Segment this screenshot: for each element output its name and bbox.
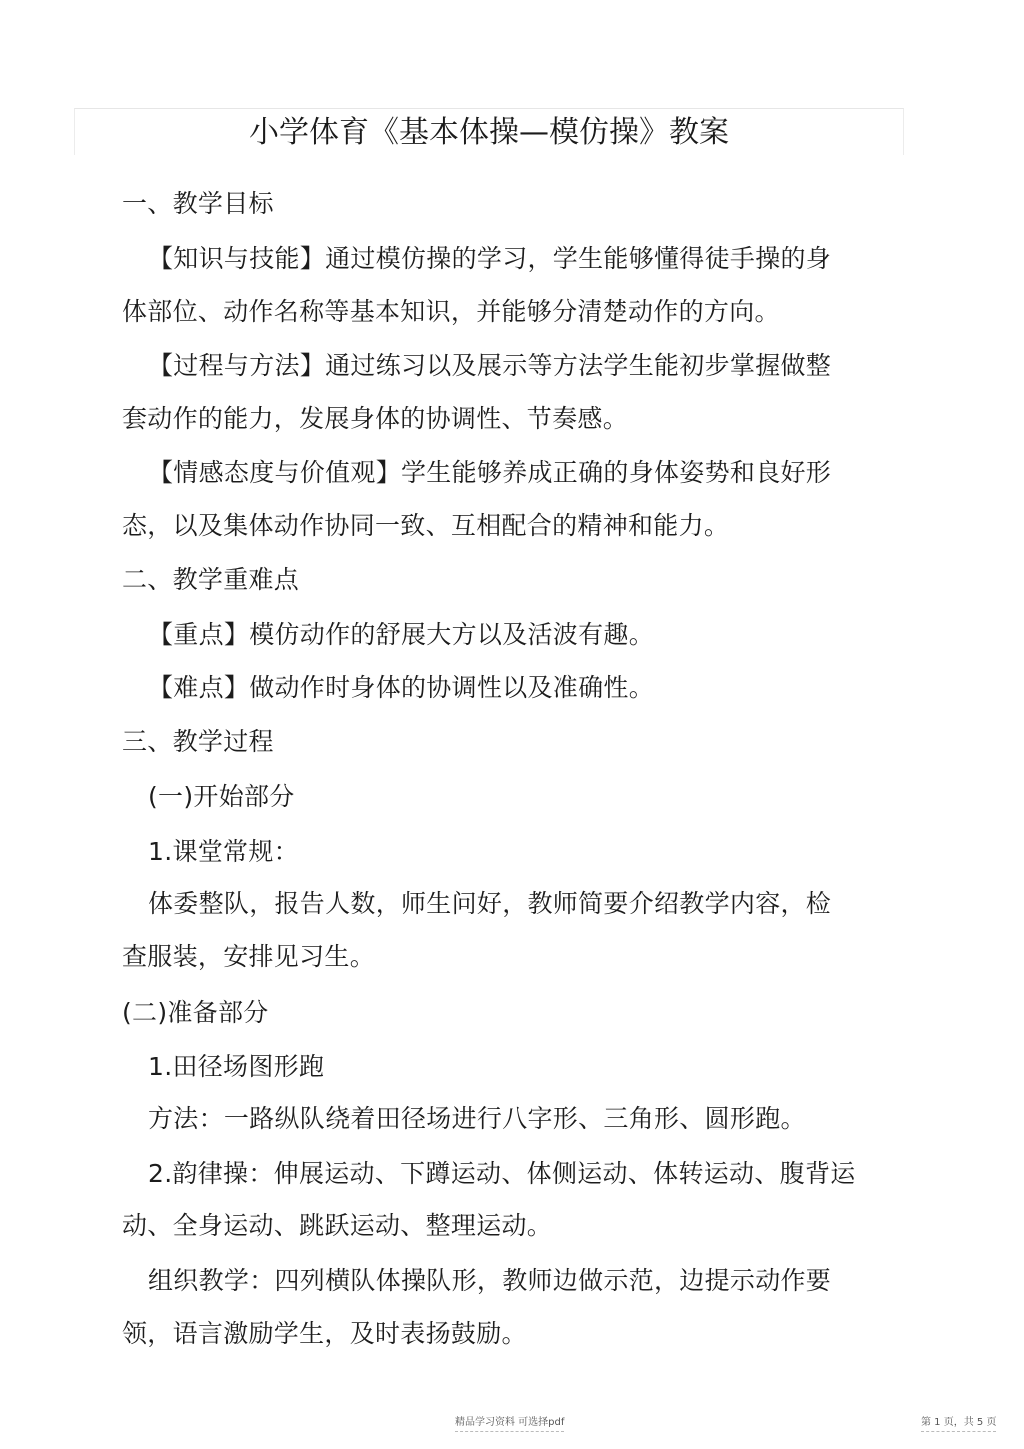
footer-left	[455, 1416, 564, 1430]
paragraph-line: 体委整队，报告人数，师生问好，教师简要介绍教学内容，检	[148, 889, 832, 918]
title-frame	[74, 108, 904, 155]
footer-left-divider	[455, 1431, 564, 1432]
paragraph-line: 动、全身运动、跳跃运动、整理运动。	[122, 1211, 553, 1240]
document-title: 小学体育《基本体操—模仿操》教案	[249, 115, 729, 150]
paragraph-line: 1.课堂常规：	[148, 837, 299, 866]
heading-key-points: 二、教学重难点	[122, 565, 300, 594]
paragraph-line: 体部位、动作名称等基本知识，并能够分清楚动作的方向。	[122, 297, 780, 326]
paragraph-line: 套动作的能力，发展身体的协调性、节奏感。	[122, 404, 629, 433]
subheading-line: (二)准备部分	[122, 998, 269, 1027]
paragraph-line: 查服装，安排见习生。	[122, 942, 376, 971]
page-number	[921, 1416, 996, 1430]
heading-teaching-objectives: 一、教学目标	[122, 189, 274, 218]
page-number-text: 第 1 页，共 5 页	[921, 1417, 997, 1428]
footer-right-divider	[921, 1431, 996, 1432]
paragraph-line: 态，以及集体动作协同一致、互相配合的精神和能力。	[122, 511, 730, 540]
footer-left-text: 精品学习资料 可选择pdf	[455, 1417, 565, 1428]
heading-teaching-process: 三、教学过程	[122, 727, 274, 756]
paragraph-line: 【难点】做动作时身体的协调性以及准确性。	[148, 673, 655, 702]
paragraph-line: 【知识与技能】通过模仿操的学习，学生能够懂得徒手操的身	[148, 244, 832, 273]
subheading-line: (一)开始部分	[148, 782, 295, 811]
paragraph-line: 1.田径场图形跑	[148, 1052, 325, 1081]
paragraph-line: 【情感态度与价值观】学生能够养成正确的身体姿势和良好形	[148, 458, 832, 487]
paragraph-line: 【过程与方法】通过练习以及展示等方法学生能初步掌握做整	[148, 351, 832, 380]
paragraph-line: 【重点】模仿动作的舒展大方以及活波有趣。	[148, 620, 655, 649]
paragraph-line: 2.韵律操：伸展运动、下蹲运动、体侧运动、体转运动、腹背运	[148, 1159, 856, 1188]
paragraph-line: 组织教学：四列横队体操队形，教师边做示范，边提示动作要	[148, 1266, 832, 1295]
paragraph-line: 领，语言激励学生，及时表扬鼓励。	[122, 1319, 527, 1348]
paragraph-line: 方法：一路纵队绕着田径场进行八字形、三角形、圆形跑。	[148, 1104, 806, 1133]
